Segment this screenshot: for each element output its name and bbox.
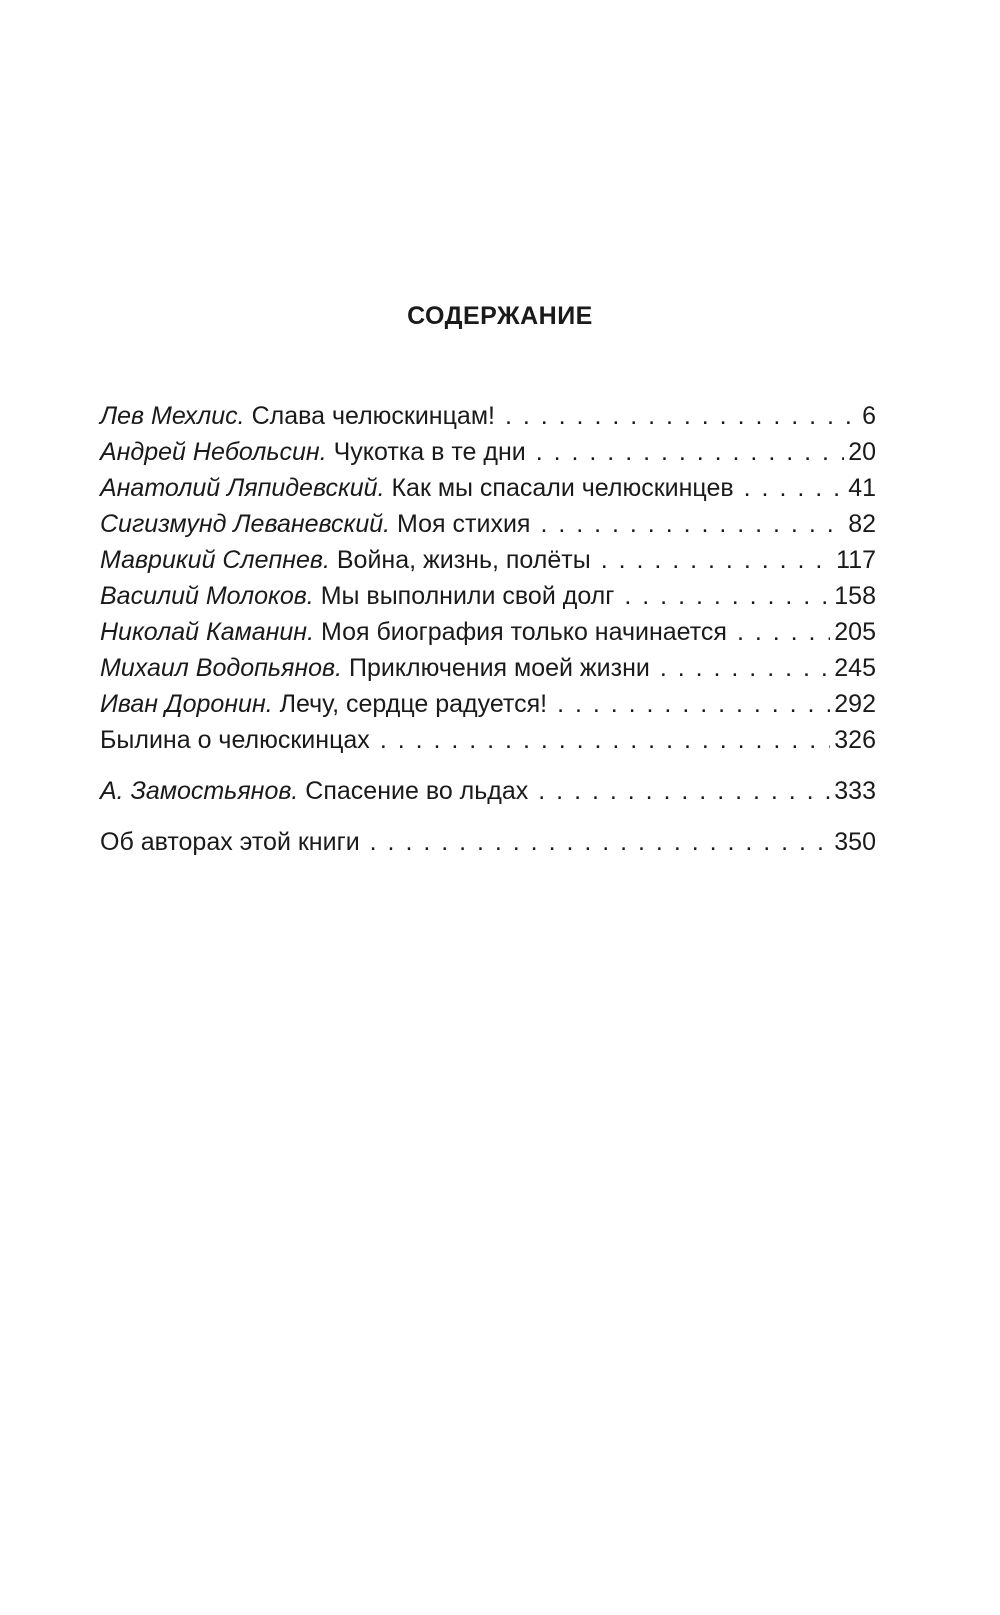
toc-title: Об авторах этой книги <box>100 828 360 856</box>
toc-author: Маврикий Слепнев. <box>100 546 330 574</box>
toc-page-number: 326 <box>834 726 876 754</box>
dot-leader <box>505 398 858 434</box>
toc-title: Приключения моей жизни <box>348 654 650 682</box>
toc-page-number: 82 <box>848 510 876 538</box>
toc-entry <box>100 650 876 686</box>
toc-page-number: 292 <box>834 690 876 718</box>
toc-title: Как мы спасали челюскинцев <box>391 474 734 502</box>
dot-leader <box>370 824 831 860</box>
toc-entry <box>100 506 876 542</box>
toc-author: Михаил Водопьянов. <box>100 654 343 682</box>
toc-entry <box>100 470 876 506</box>
toc-entry <box>100 614 876 650</box>
toc-page-number: 205 <box>834 618 876 646</box>
toc-entry <box>100 686 876 722</box>
toc-author: Николай Каманин. <box>100 618 315 646</box>
toc-page-number: 350 <box>834 828 876 856</box>
toc-title: Спасение во льдах <box>305 777 529 805</box>
dot-leader <box>624 578 830 614</box>
dot-leader <box>660 650 830 686</box>
toc-author: Андрей Небольсин. <box>100 438 327 466</box>
toc-title: Лечу, сердце радуется! <box>279 690 548 718</box>
toc-title: Чукотка в те дни <box>333 438 526 466</box>
toc-page-number: 117 <box>836 546 876 574</box>
toc-page-number: 20 <box>848 438 876 466</box>
toc-entry <box>100 722 876 758</box>
toc-title: Былина о челюскинцах <box>100 726 370 754</box>
toc-entry <box>100 824 876 860</box>
toc-page-number: 41 <box>848 474 876 502</box>
dot-leader <box>557 686 830 722</box>
toc-author: Иван Доронин. <box>100 690 273 718</box>
toc-title: Мы выполнили свой долг <box>320 582 615 610</box>
toc-entry <box>100 398 876 434</box>
toc-entry <box>100 773 876 809</box>
toc-page-number: 245 <box>834 654 876 682</box>
toc-title: Война, жизнь, полёты <box>336 546 591 574</box>
toc-entry <box>100 578 876 614</box>
toc-page-number: 6 <box>862 402 876 430</box>
dot-leader <box>538 773 830 809</box>
dot-leader <box>744 470 845 506</box>
toc-entry <box>100 434 876 470</box>
toc-entry <box>100 542 876 578</box>
toc-author: Лев Мехлис. <box>100 402 245 430</box>
dot-leader <box>536 434 844 470</box>
toc-author: Василий Молоков. <box>100 582 314 610</box>
toc-author: А. Замостьянов. <box>100 777 299 805</box>
toc-title: Моя стихия <box>397 510 531 538</box>
toc-author: Сигизмунд Леваневский. <box>100 510 391 538</box>
dot-leader <box>601 542 832 578</box>
toc-author: Анатолий Ляпидевский. <box>100 474 385 502</box>
page-title: СОДЕРЖАНИЕ <box>407 302 593 330</box>
toc-title: Моя биография только начинается <box>320 618 727 646</box>
dot-leader <box>737 614 830 650</box>
toc-page-number: 333 <box>834 777 876 805</box>
toc-page-number: 158 <box>834 582 876 610</box>
dot-leader <box>380 722 830 758</box>
dot-leader <box>540 506 844 542</box>
toc-title: Слава челюскинцам! <box>251 402 495 430</box>
